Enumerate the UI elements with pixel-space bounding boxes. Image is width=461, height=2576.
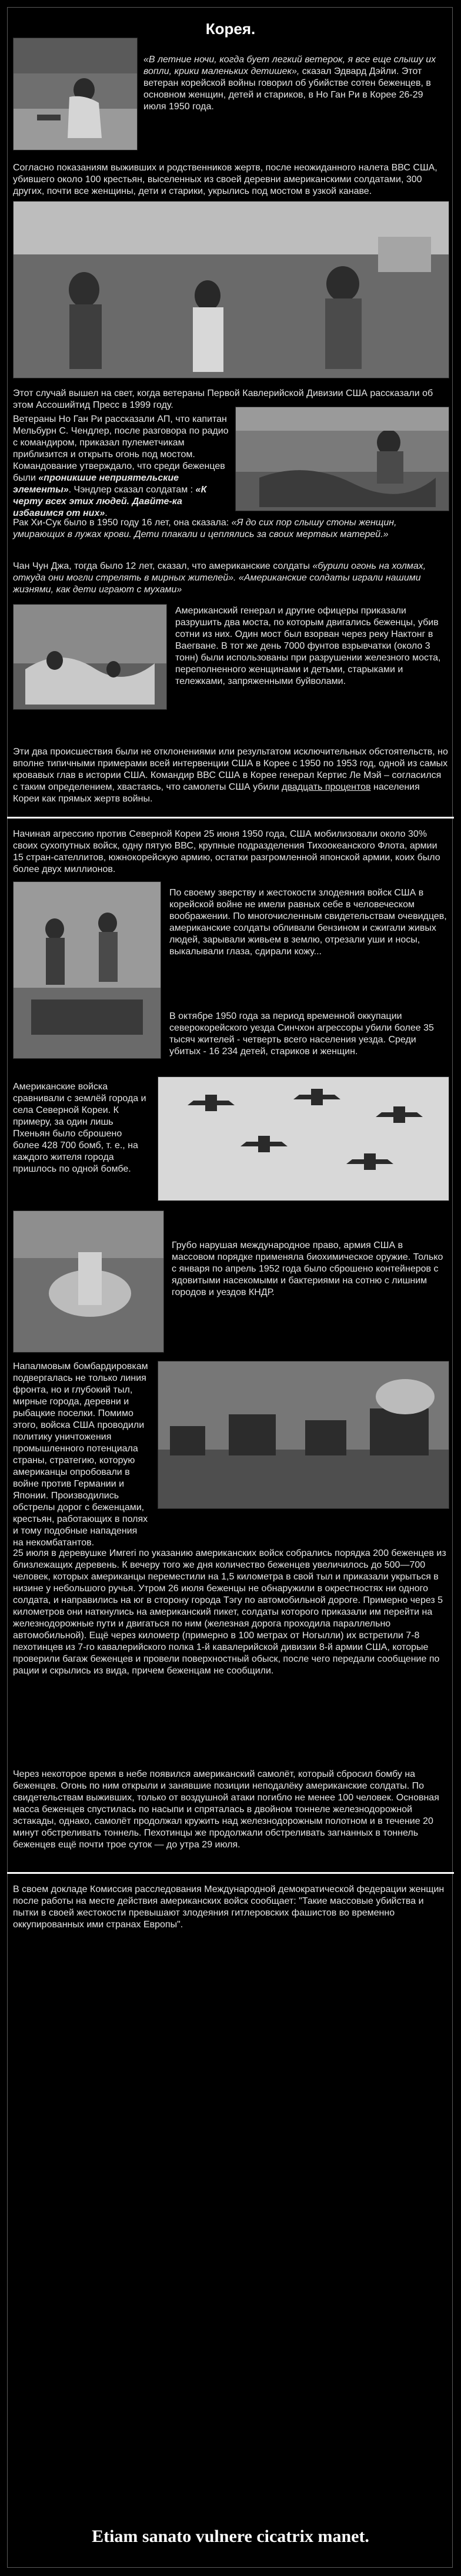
typical-paragraph	[13, 746, 448, 805]
refugees-paragraph: Согласно показаниям выживших и родственников жертв, после неожиданного налета ВВС США, убившего около 100 крестьян, выселенных из своей деревни американскими солдатами, 300 других, почти все женщины, дети и старики, укрылись под мостом в узкой канаве.	[13, 163, 437, 196]
intro-paragraph	[143, 54, 447, 113]
commission-paragraph: В своем докладе Комиссия расследования Международной демократической федерации женщин после работы на месте действия американских войск сообщает: "Такие массовые убийства и пытки в своей жестокости превышают злодеяния гитлеровских фашистов во временно оккупированных ими странах Европы".	[13, 1884, 445, 1930]
typical-end: населения Кореи как прямых жертв войны.	[13, 782, 420, 804]
airstrike-paragraph: Через некоторое время в небе появился американский самолёт, который сбросил бомбу на беженцев. Огонь по ним открыли и занявшие позиции неподалёку американские солдаты. По свидетельствам выживших, только от воздушной атаки погибло не менее 100 человек. Основная масса беженцев спустилась по насыпи и спряталась в двойном тоннеле железнодорожной эстакады, однако, самолёт продолжал кружить над железнодорожным полотном и в течение 20 минут обстреливать тоннель. Пехотинцы же продолжали обстреливать загнанных в тоннель беженцев ещё почти трое суток — до утра 29 июля.	[13, 1769, 439, 1850]
rak-paragraph	[13, 517, 448, 541]
bomb-photo	[13, 1210, 164, 1353]
chandler-text: Ветераны Но Ган Ри рассказали АП, что капитан Мельбурн С. Чендлер, после разговора по радио с командиром, приказал пулеметчикам приблизится и открыть огонь под мостом. Командование утверждало, что среди беженцев были	[13, 414, 229, 483]
aggression-paragraph: Начиная агрессию против Северной Кореи 25 июня 1950 года, США мобилизовали около 30% своих сухопутных войск, одну пятую ВВС, крупные подразделения Тихоокеанского Флота, армии 15 стран-сателлитов, южнокорейскую армию, остатки разгромленной японской армии, коих было более двух миллионов.	[13, 829, 440, 874]
biochemical-paragraph: Грубо нарушая международное право, армия США в массовом порядке применяла биохимическое оружие. Только с января по апрель 1952 года было сброшено контейнеров с ядовитыми насекомыми и бактериями на сотню с лишним городов и уездов КНДР.	[172, 1240, 443, 1297]
veterans-paragraph: Этот случай вышел на свет, когда ветераны Первой Кавлерийской Дивизии США рассказали об этом Ассошийтид Пресс в 1999 году.	[13, 388, 433, 410]
bridges-paragraph: Американский генерал и другие офицеры приказали разрушить два моста, по которым двигались беженцы, убив сотни из них. Один мост был взорван через реку Нактонг в Ваегване. В тот же день 7000 фунтов взрывчатки (около 3 тонн) были использованы при разрушении железного моста, переполненного женщинами и детьми, старыками и тележками, запряженными буйволами.	[175, 606, 441, 686]
chan-lead: Чан Чун Джа, тогда было 12 лет, сказал, что американские солдаты	[13, 561, 313, 571]
intro-text: сказал Эдвард Дэйли. Этот ветеран корейской войны говорил об убийстве сотен беженцев, в основном женщин, детей и стариков, в Но Ган Ри в Корее 26-29 июля 1950 года.	[143, 66, 431, 112]
bridge-photo	[13, 604, 167, 710]
sinchon-paragraph: В октябре 1950 года за период временной оккупации северокорейского уезда Синчхон агрессоры убили более 35 тысяч жителей - четверть всего населения уезда. Среди убитых - 16 234 детей, стариков и женщин.	[169, 1011, 434, 1056]
soldiers-photo	[13, 881, 161, 1059]
napalm-paragraph: Напалмовым бомбардировкам подвергалась не только линия фронта, но и глубокий тыл, мирные города, деревни и рыбацкие поселки. Помимо этого, войска США проводили политику уничтожения промышленного потенциала страны, стратегию, которую американцы опробовали в войне против Германии и Японии. Производились обстрелы дорог с беженцами, крестьян, работающих в полях и тому подобные нападения на некомбатантов.	[13, 1361, 148, 1548]
section-divider-2	[7, 1872, 454, 1874]
girl-photo	[13, 38, 138, 150]
destruction-photo	[158, 1361, 449, 1509]
twenty-percent-link[interactable]: двадцать процентов	[282, 782, 371, 792]
bodies-photo	[235, 407, 449, 511]
typical-text: Эти два происшествия были не отклонениями или результатом исключительных обстоятельств, но вполне типичными примерами всей интервенции США в Корее с 1950 по 1953 год, одной из самых кровавых глав в истории США. Командир ВВС США в Корее генерал Кертис Ле Мэй – согласился с таким определением, хвастаясь, что самолеты США убили	[13, 747, 448, 792]
chandler-quote-1: «проникшие неприятельские элементы»	[13, 473, 179, 495]
imgeri-paragraph: 25 июля в деревушке Имгеri по указанию американских войск собрались порядка 200 беженцев из близлежащих деревень. К вечеру того же дня количество беженцев увеличилось до 500—700 человек, которых американцы переместили на 1,5 километра в свой тыл и приказали укрыться в низине у небольшого ручья. Утром 26 июля беженцы не обнаружили в окрестностях ни одного солдата, и направились на юг в сторону города Тэгу по автомобильной дороге. Примерно через 5 километров они наткнулись на американский пикет, солдаты которого приказали им перейти на железнодорожные пути и двигаться по ним (железная дорога проходила параллельно автомобильной). Ещё через километр (примерно в 100 метрах от Ногылли) их встретили 7-8 пехотинцев из 7-го кавалерийского полка 1-й кавалерийской дивизии 8-й армии США, которые проверили багаж беженцев и провели поверхностный обыск, после чего передали сообщение по рации и скрылись из вида, причем беженцам не сообщили.	[13, 1548, 446, 1676]
bombers-photo	[158, 1076, 449, 1201]
section-divider	[7, 817, 454, 819]
page-title: Корея.	[205, 20, 256, 38]
rak-lead: Рак Хи-Сук было в 1950 году 16 лет, она сказала:	[13, 518, 232, 528]
chan-quote: «бурили огонь на холмах, откуда они могли стрелять в мирных жителей». «Американские солдаты играли нашими жизнями, как дети играют с мухами»	[13, 561, 426, 595]
chan-paragraph	[13, 561, 448, 596]
intro-quote: «В летние ночи, когда бует легкий ветерок, я все еще слышу их вопли, крики маленьких детишек»,	[143, 55, 436, 76]
atrocities-paragraph: По своему зверству и жестокости злодеяния войск США в корейской войне не имели равных себе в человеческом воображении. По многочисленным свидетельствам очевидцев, американские солдаты обливали бензином и сжигали живых людей, зарывали живьем в землю, отрезали уши и носы, выкалывали глаза, сдирали кожу...	[169, 888, 447, 957]
latin-motto: Etiam sanato vulnere cicatrix manet.	[92, 2527, 369, 2546]
chandler-paragraph	[13, 414, 230, 519]
refugees-photo	[13, 201, 449, 378]
rak-quote: «Я до сих пор слышу стоны женщин, умирающих в лужах крови. Дети плакали и цеплялись за своих мертвых матерей.»	[13, 518, 397, 539]
chandler-end: .	[105, 508, 108, 518]
chandler-mid: . Чэндлер сказал солдатам :	[68, 485, 196, 495]
chandler-quote-2: «К черту всех этих людей. Давйте-ка избавимся от них»	[13, 485, 207, 518]
bombing-paragraph: Американские войска сравнивали с землёй города и села Северной Кореи. К примеру, за один лишь Пхеньян было сброшено более 428 700 бомб, т. е., на каждого жителя города пришлось по одной бомбе.	[13, 1082, 146, 1174]
